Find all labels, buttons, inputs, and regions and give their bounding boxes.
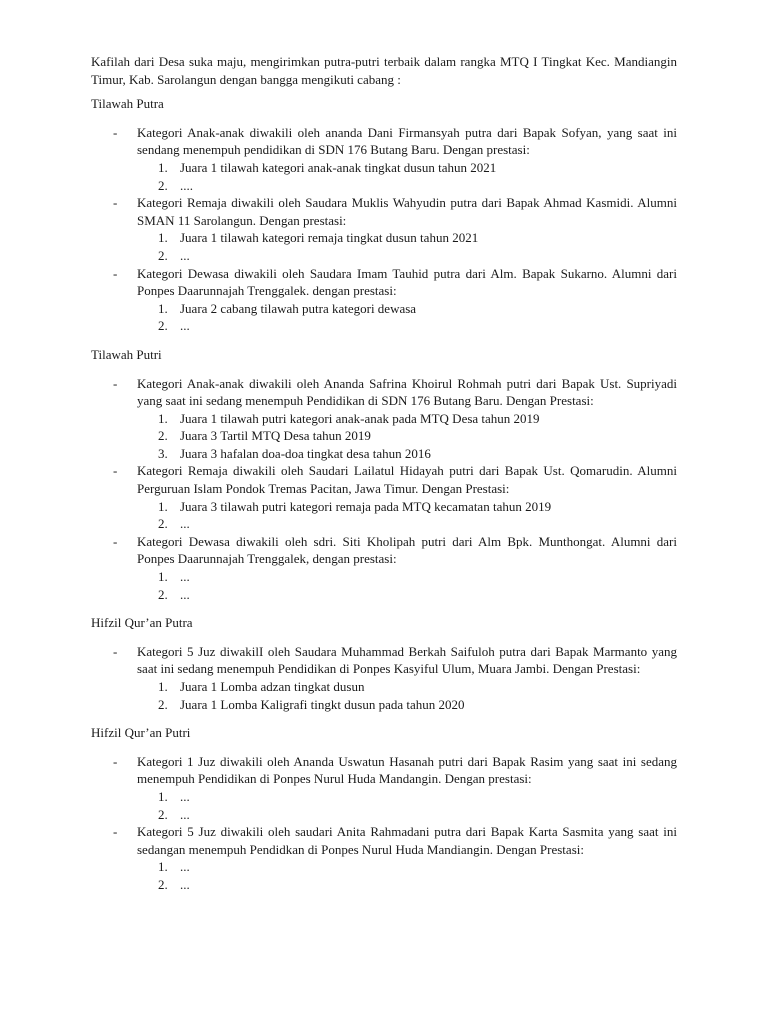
list-dash-marker: - bbox=[113, 265, 118, 281]
achievement-number: 2. bbox=[158, 876, 168, 892]
achievement-item bbox=[91, 515, 677, 533]
achievement-text: ... bbox=[180, 876, 190, 892]
category-text: Kategori Dewasa diwakili oleh Saudara Imam Tauhid putra dari Alm. Bapak Sukarno. Alumni dari Ponpes Daarunnajah Trenggalek. dengan prestasi: bbox=[137, 265, 677, 299]
achievement-number: 2. bbox=[158, 318, 168, 334]
list-dash-marker: - bbox=[113, 375, 118, 391]
achievement-number: 1. bbox=[158, 788, 168, 804]
section-title: Hifzil Qur’an Putri bbox=[91, 725, 191, 741]
achievement-item bbox=[91, 445, 677, 463]
list-dash-marker: - bbox=[113, 753, 118, 769]
achievement-text: ... bbox=[180, 586, 190, 602]
category-item bbox=[91, 753, 677, 788]
achievement-text: Juara 1 tilawah kategori anak-anak tingkat dusun tahun 2021 bbox=[180, 159, 497, 175]
achievement-text: ... bbox=[180, 247, 190, 263]
achievement-number: 1. bbox=[158, 410, 168, 426]
section-title: Tilawah Putra bbox=[91, 96, 164, 112]
category-text: Kategori 1 Juz diwakili oleh Ananda Uswatun Hasanah putri dari Bapak Rasim yang saat ini sedang menempuh Pendidikan di Ponpes Nurul Huda Mandangin. Dengan prestasi: bbox=[137, 753, 677, 787]
achievement-item bbox=[91, 678, 677, 696]
achievement-item bbox=[91, 498, 677, 516]
achievement-item bbox=[91, 568, 677, 586]
achievement-text: Juara 1 Lomba adzan tingkat dusun bbox=[180, 679, 365, 694]
list-dash-marker: - bbox=[113, 195, 118, 211]
achievement-item bbox=[91, 300, 677, 318]
achievement-number: 2. bbox=[158, 806, 168, 822]
achievement-item bbox=[91, 876, 677, 894]
achievement-item bbox=[91, 410, 677, 428]
achievement-number: 2. bbox=[158, 177, 168, 193]
achievement-number: 2. bbox=[158, 516, 168, 532]
achievement-item bbox=[91, 806, 677, 824]
achievement-number: 1. bbox=[158, 569, 168, 585]
achievement-text: ... bbox=[180, 516, 190, 532]
achievement-text: ... bbox=[180, 806, 190, 822]
achievement-text: Juara 3 tilawah putri kategori remaja pada MTQ kecamatan tahun 2019 bbox=[180, 498, 552, 514]
section-title: Tilawah Putri bbox=[91, 346, 162, 362]
achievement-number: 3. bbox=[158, 445, 168, 461]
section bbox=[91, 614, 677, 713]
section-title: Hifzil Qur’an Putra bbox=[91, 615, 193, 631]
intro-paragraph: Kafilah dari Desa suka maju, mengirimkan putra-putri terbaik dalam rangka MTQ I Tingkat Kec. Mandiangin Timur, Kab. Sarolangun dengan bangga mengikuti cabang : bbox=[91, 54, 677, 87]
category-item bbox=[91, 124, 677, 159]
achievement-number: 1. bbox=[158, 679, 168, 694]
achievement-number: 2. bbox=[158, 696, 168, 712]
category-text: Kategori Remaja diwakili oleh Saudari Lailatul Hidayah putri dari Bapak Ust. Qomarudin. Alumni Perguruan Islam Pondok Tremas Pacitan, Jawa Timur. Dengan Prestasi: bbox=[137, 463, 677, 497]
achievement-item bbox=[91, 177, 677, 195]
category-text: Kategori Anak-anak diwakili oleh Ananda Safrina Khoirul Rohmah putri dari Bapak Ust. Supriyadi yang saat ini sedang menempuh Pendidikan di SDN 176 Butang Baru. Dengan Prestasi: bbox=[137, 375, 677, 409]
achievement-item bbox=[91, 229, 677, 247]
category-item bbox=[91, 643, 677, 678]
category-item bbox=[91, 823, 677, 858]
achievement-text: Juara 1 Lomba Kaligrafi tingkt dusun pada tahun 2020 bbox=[180, 696, 465, 712]
achievement-item bbox=[91, 696, 677, 714]
category-item bbox=[91, 265, 677, 300]
achievement-number: 2. bbox=[158, 586, 168, 602]
list-dash-marker: - bbox=[113, 124, 118, 140]
achievement-item bbox=[91, 788, 677, 806]
achievement-item bbox=[91, 247, 677, 265]
section bbox=[91, 95, 677, 335]
achievement-text: ... bbox=[180, 569, 190, 585]
list-dash-marker: - bbox=[113, 463, 118, 479]
category-item bbox=[91, 533, 677, 568]
category-item bbox=[91, 462, 677, 497]
achievement-text: ... bbox=[180, 859, 190, 875]
achievement-number: 1. bbox=[158, 300, 168, 316]
achievement-number: 2. bbox=[158, 247, 168, 263]
category-text: Kategori Dewasa diwakili oleh sdri. Siti Kholipah putri dari Alm Bpk. Munthongat. Alumni dari Ponpes Daarunnajah Trenggalek, dengan prestasi: bbox=[137, 533, 677, 567]
achievement-text: Juara 1 tilawah putri kategori anak-anak pada MTQ Desa tahun 2019 bbox=[180, 410, 540, 426]
category-text: Kategori Anak-anak diwakili oleh ananda Dani Firmansyah putra dari Bapak Sofyan, yang saat ini sendang menempuh pendidikan di SDN 176 Butang Baru. Dengan prestasi: bbox=[137, 124, 677, 158]
achievement-item bbox=[91, 427, 677, 445]
achievement-number: 1. bbox=[158, 859, 168, 875]
category-text: Kategori 5 Juz diwakilI oleh Saudara Muhammad Berkah Saifuloh putra dari Bapak Marmanto yang saat ini sedang menempuh Pendidikan di Ponpes Kasyiful Ulum, Muara Jambi. Dengan Prestasi: bbox=[137, 643, 677, 677]
achievement-text: Juara 2 cabang tilawah putra kategori dewasa bbox=[180, 300, 417, 316]
category-item bbox=[91, 375, 677, 410]
achievement-item bbox=[91, 586, 677, 604]
achievement-number: 1. bbox=[158, 159, 168, 175]
achievement-item bbox=[91, 159, 677, 177]
document-page bbox=[91, 53, 677, 905]
achievement-text: Juara 3 hafalan doa-doa tingkat desa tahun 2016 bbox=[180, 445, 431, 461]
achievement-text: ... bbox=[180, 318, 190, 334]
category-item bbox=[91, 194, 677, 229]
sections-container bbox=[91, 95, 677, 893]
section bbox=[91, 724, 677, 893]
achievement-number: 1. bbox=[158, 498, 168, 514]
achievement-item bbox=[91, 858, 677, 876]
achievement-text: Juara 1 tilawah kategori remaja tingkat dusun tahun 2021 bbox=[180, 230, 479, 246]
achievement-number: 2. bbox=[158, 428, 168, 444]
category-text: Kategori 5 Juz diwakili oleh saudari Anita Rahmadani putra dari Bapak Karta Sasmita yang saat ini sedangan menempuh Pendidkan di Ponpes Nurul Huda Mandiangin. Dengan Prestasi: bbox=[137, 824, 677, 857]
list-dash-marker: - bbox=[113, 824, 118, 840]
achievement-number: 1. bbox=[158, 230, 168, 246]
category-text: Kategori Remaja diwakili oleh Saudara Muklis Wahyudin putra dari Bapak Ahmad Kasmidi. Alumni SMAN 11 Sarolangun. Dengan prestasi: bbox=[137, 195, 677, 228]
list-dash-marker: - bbox=[113, 533, 118, 549]
achievement-text: ... bbox=[180, 788, 190, 804]
achievement-item bbox=[91, 317, 677, 335]
achievement-text: Juara 3 Tartil MTQ Desa tahun 2019 bbox=[180, 428, 371, 444]
section bbox=[91, 346, 677, 603]
achievement-text: .... bbox=[180, 177, 193, 193]
list-dash-marker: - bbox=[113, 643, 118, 659]
